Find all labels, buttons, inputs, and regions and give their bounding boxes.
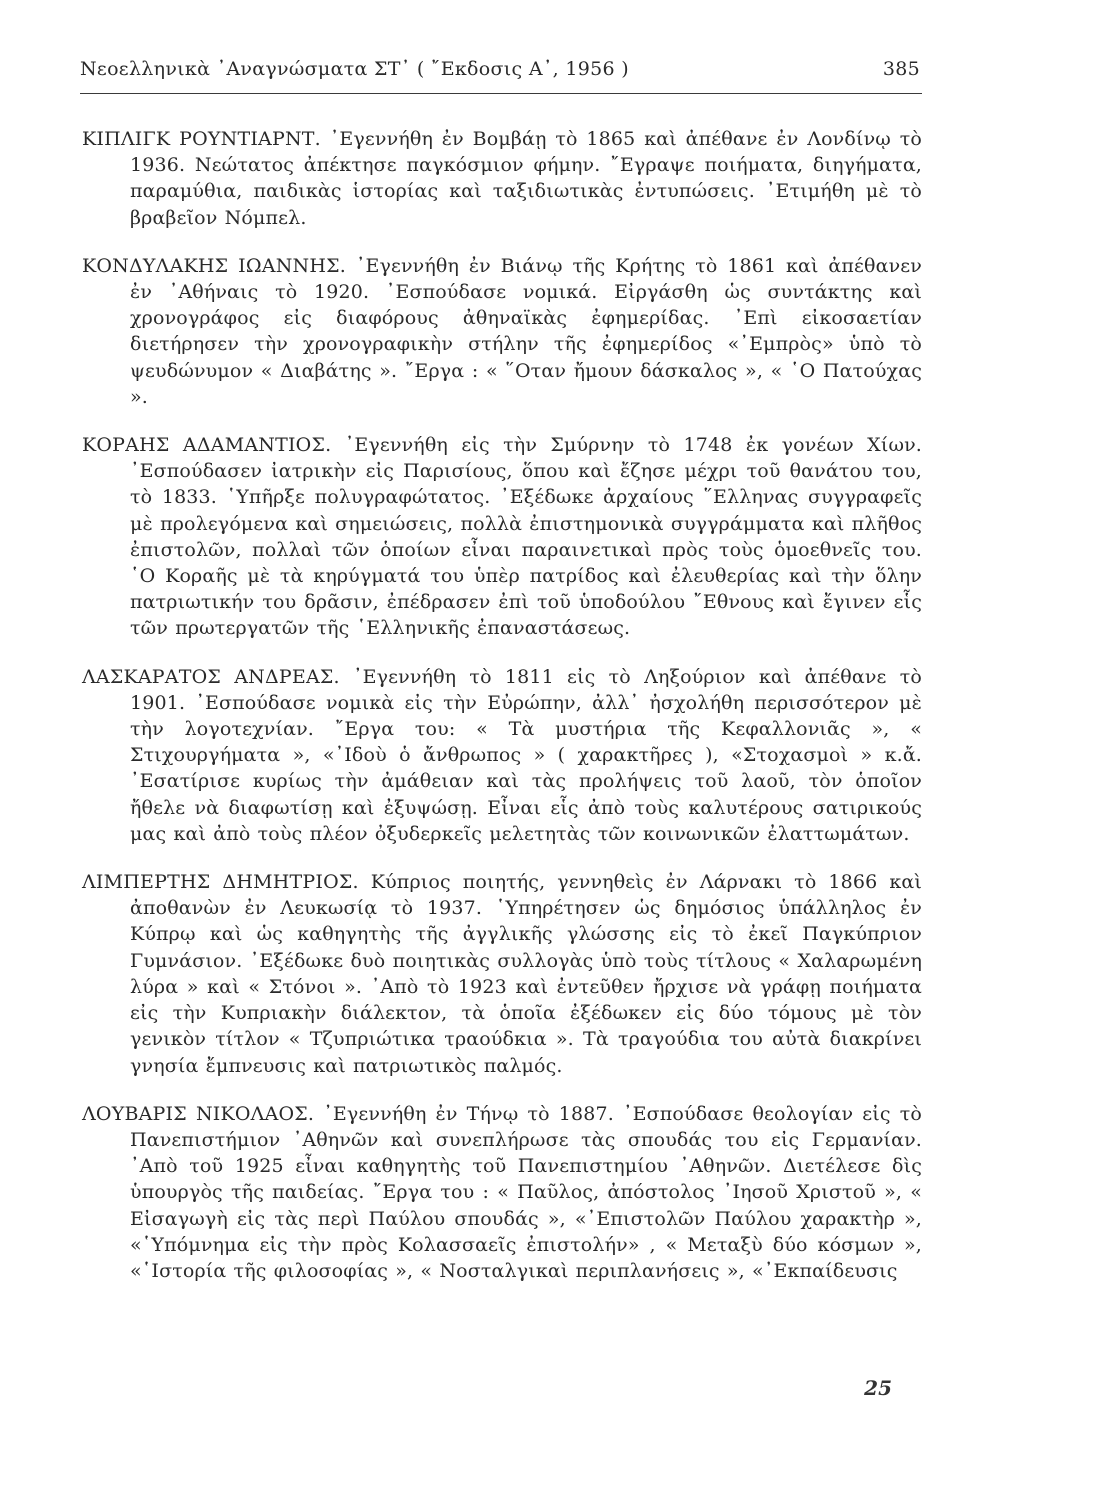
entries-list — [82, 126, 922, 1306]
entry-name: ΚΙΠΛΙΓΚ ΡΟΥΝΤΙΑΡΝΤ. — [82, 128, 321, 150]
entry-name: ΛΟΥΒΑΡΙΣ ΝΙΚΟΛΑΟΣ. — [82, 1102, 315, 1125]
entry-text: ᾿Εγεννήθη ἐν Βιάνῳ τῆς Κρήτης τὸ 1861 καὶ ἀπέθανεν ἐν ᾿Αθήναις τὸ 1920. ᾿Εσπούδασε νομικά. Εἰργάσθη ὡς συντάκτης καὶ χρονογράφος εἰς διαφόρους ἀθηναϊκὰς ἐφημερίδας. ᾿Επὶ εἰκοσαετίαν διετήρησεν τὴν χρονογραφικὴν στήλην τῆς ἐφημερίδος «᾿Εμπρὸς» ὑπὸ τὸ ψευδώνυμον « Διαβάτης ». ῎Εργα : « ῞Οταν ἤμουν δάσκαλος », « ῾Ο Πατούχας ». — [130, 254, 922, 408]
page-number: 385 — [882, 58, 920, 80]
entry-name: ΚΟΝΔΥΛΑΚΗΣ ΙΩΑΝΝΗΣ. — [82, 254, 347, 277]
entry-libertis — [82, 869, 922, 1079]
entry-korais — [82, 432, 922, 642]
entry-text: ᾿Εγεννήθη ἐν Τήνῳ τὸ 1887. ᾿Εσπούδασε θεολογίαν εἰς τὸ Πανεπιστήμιον ᾿Αθηνῶν καὶ συνεπλήρωσε τὰς σπουδάς του εἰς Γερμανίαν. ᾿Απὸ τοῦ 1925 εἶναι καθηγητὴς τοῦ Πανεπιστημίου ᾿Αθηνῶν. Διετέλεσε δὶς ὑπουργὸς τῆς παιδείας. ῎Εργα του : « Παῦλος, ἀπόστολος ᾿Ιησοῦ Χριστοῦ », « Εἰσαγωγὴ εἰς τὰς περὶ Παύλου σπουδάς », «᾿Επιστολῶν Παύλου χαρακτὴρ », «῾Υπόμνημα εἰς τὴν πρὸς Κολασσαεῖς ἐπιστολήν» , « Μεταξὺ δύο κόσμων », «῾Ιστορία τῆς φιλοσοφίας », « Νοσταλγικαὶ περιπλανήσεις », «᾿Εκπαίδευσις — [130, 1102, 922, 1282]
running-head — [80, 58, 920, 90]
entry-name: ΛΑΣΚΑΡΑΤΟΣ ΑΝΔΡΕΑΣ. — [82, 665, 340, 688]
entry-text: ᾿Εγεννήθη ἐν Βομβάῃ τὸ 1865 καὶ ἀπέθανε ἐν Λονδίνῳ τὸ 1936. Νεώτατος ἀπέκτησε παγκόσμιον φήμην. ῎Εγραψε ποιήματα, διηγήματα, παραμύθια, παιδικὰς ἱστορίας καὶ ταξιδιωτικὰς ἐντυπώσεις. ᾿Ετιμήθη μὲ τὸ βραβεῖον Νόμπελ. — [130, 128, 922, 229]
signature-folio: 25 — [864, 1376, 892, 1400]
entry-name: ΚΟΡΑΗΣ ΑΔΑΜΑΝΤΙΟΣ. — [82, 434, 332, 457]
entry-name: ΛΙΜΠΕΡΤΗΣ ΔΗΜΗΤΡΙΟΣ. — [82, 871, 359, 894]
entry-kondylakis — [82, 253, 922, 410]
entry-louvaris — [82, 1101, 922, 1284]
entry-laskaratos — [82, 664, 922, 847]
running-head-title: Νεοελληνικὰ ᾿Αναγνώσματα ΣΤ᾿ ( ῎Εκδοσις Α᾿, 1956 ) — [80, 58, 629, 80]
entry-text: ᾿Εγεννήθη εἰς τὴν Σμύρνην τὸ 1748 ἐκ γονέων Χίων. ᾿Εσπούδασεν ἰατρικὴν εἰς Παρισίους, ὅπου καὶ ἔζησε μέχρι τοῦ θανάτου του, τὸ 1833. ῾Υπῆρξε πολυγραφώτατος. ᾿Εξέδωκε ἀρχαίους ῞Ελληνας συγγραφεῖς μὲ προλεγόμενα καὶ σημειώσεις, πολλὰ ἐπιστημονικὰ συγγράμματα καὶ πλῆθος ἐπιστολῶν, πολλαὶ τῶν ὁποίων εἶναι παραινετικαὶ πρὸς τοὺς ὁμοεθνεῖς του. ῾Ο Κοραῆς μὲ τὰ κηρύγματά του ὑπὲρ πατρίδος καὶ ἐλευθερίας καὶ τὴν ὅλην πατριωτικήν του δρᾶσιν, ἐπέδρασεν ἐπὶ τοῦ ὑποδούλου ῎Εθνους καὶ ἔγινεν εἷς τῶν πρωτεργατῶν τῆς ῾Ελληνικῆς ἐπαναστάσεως. — [130, 434, 922, 640]
entry-kipling — [82, 126, 922, 231]
entry-text: Κύπριος ποιητής, γεννηθεὶς ἐν Λάρνακι τὸ 1866 καὶ ἀποθανὼν ἐν Λευκωσίᾳ τὸ 1937. ῾Υπηρέτησεν ὡς δημόσιος ὑπάλληλος ἐν Κύπρῳ καὶ ὡς καθηγητὴς τῆς ἀγγλικῆς γλώσσης εἰς τὸ ἐκεῖ Παγκύπριον Γυμνάσιον. ᾿Εξέδωκε δυὸ ποιητικὰς συλλογὰς ὑπὸ τοὺς τίτλους « Χαλαρωμένη λύρα » καὶ « Στόνοι ». ᾿Απὸ τὸ 1923 καὶ ἐντεῦθεν ἤρχισε νὰ γράφῃ ποιήματα εἰς τὴν Κυπριακὴν διάλεκτον, τὰ ὁποῖα ἐξέδωκεν εἰς δύο τόμους μὲ τὸν γενικὸν τίτλον « Τζυπριώτικα τραούδκια ». Τὰ τραγούδια του αὐτὰ διακρίνει γνησία ἔμπνευσις καὶ πατριωτικὸς παλμός. — [130, 871, 922, 1077]
entry-text: ᾿Εγεννήθη τὸ 1811 εἰς τὸ Ληξούριον καὶ ἀπέθανε τὸ 1901. ᾿Εσπούδασε νομικὰ εἰς τὴν Εὐρώπην, ἀλλ᾿ ἠσχολήθη περισσότερον μὲ τὴν λογοτεχνίαν. ῎Εργα του: « Τὰ μυστήρια τῆς Κεφαλλονιᾶς », « Στιχουργήματα », «᾿Ιδοὺ ὁ ἄνθρωπος » ( χαρακτῆρες ), «Στοχασμοὶ » κ.ἄ. ᾿Εσατίρισε κυρίως τὴν ἀμάθειαν καὶ τὰς προλήψεις τοῦ λαοῦ, τὸν ὁποῖον ἤθελε νὰ διαφωτίσῃ καὶ ἐξυψώσῃ. Εἶναι εἷς ἀπὸ τοὺς καλυτέρους σατιρικούς μας καὶ ἀπὸ τοὺς πλέον ὀξυδερκεῖς μελετητὰς τῶν κοινωνικῶν ἐλαττωμάτων. — [130, 665, 922, 845]
header-rule — [80, 93, 922, 94]
